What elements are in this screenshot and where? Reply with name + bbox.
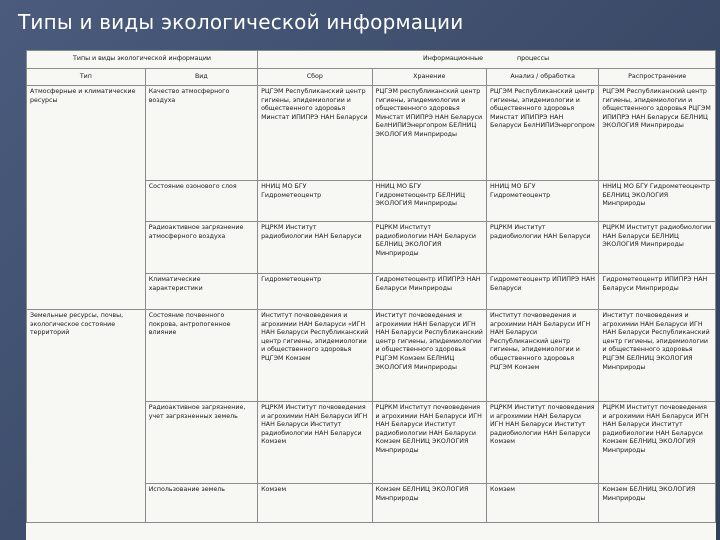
cell-store: Гидрометеоцентр ИПИПРЭ НАН Беларуси Минприроды (372, 274, 486, 310)
table-row (27, 86, 716, 181)
cell-spread: Комзем БЕЛНИЦ ЭКОЛОГИЯ Минприроды (599, 484, 716, 523)
cell-kind: Радиоактивное загрязнение, учет загрязненных земель (145, 402, 257, 484)
cell-type (27, 484, 146, 523)
cell-collect: РЦРКМ Институт почвоведения и агрохимии НАН Беларуси ИГН НАН Беларуси Институт радиобиологии НАН Беларуси Комзем (258, 402, 372, 484)
cell-store: РЦРКМ Институт радиобиологии НАН Беларуси БЕЛНИЦ ЭКОЛОГИЯ Минприроды (372, 222, 486, 274)
cell-collect: Институт почвоведения и агрохимии НАН Беларуси «ИГН НАН Беларуси Республиканский центр гигиены, эпидемиологии и общественного здоровья РЦГЭМ Комзем (258, 310, 372, 402)
cell-type (27, 402, 146, 484)
cell-collect: РЦРКМ Институт радиобиологии НАН Беларуси (258, 222, 372, 274)
cell-spread: ННИЦ МО БГУ Гидрометеоцентр БЕЛНИЦ ЭКОЛОГИЯ Минприроды (599, 181, 716, 222)
cell-collect: Гидрометеоцентр (258, 274, 372, 310)
cell-kind: Состояние почвенного покрова, антропогенное влияние (145, 310, 257, 402)
cell-spread: РЦРКМ Институт почвоведения и агрохимии НАН Беларуси ИГН НАН Беларуси Институт радиобиологии НАН Беларуси Комзем БЕЛНИЦ ЭКОЛОГИЯ Минприроды (599, 402, 716, 484)
cell-spread: Институт почвоведения и агрохимии НАН Беларуси ИГН НАН Беларуси Республиканский центр гигиены, эпидемиологии и общественного здоровья РЦГЭМ БЕЛНИЦ ЭКОЛОГИЯ Минприроды (599, 310, 716, 402)
info-table (26, 50, 716, 540)
cell-spread: РЦГЭМ Республиканский центр гигиены, эпидемиологии и общественного здоровья РЦГЭМ ИПИПРЭ НАН Беларуси БЕЛНИЦ ЭКОЛОГИЯ Минприроды (599, 86, 716, 181)
table-row (27, 484, 716, 523)
cell-store: Институт почвоведения и агрохимии НАН Беларуси ИГН НАН Беларуси Республиканский центр гигиены, эпидемиологии и общественного здоровья РЦГЭМ Комзем БЕЛНИЦ ЭКОЛОГИЯ Минприроды (372, 310, 486, 402)
page-title: Типы и виды экологической информации (18, 10, 464, 34)
header-row-top (27, 51, 716, 69)
eco-info-table (26, 50, 716, 523)
cell-kind: Климатические характеристики (145, 274, 257, 310)
cell-type (27, 181, 146, 222)
table-row (27, 310, 716, 402)
table-row (27, 222, 716, 274)
cell-analyze: Комзем (487, 484, 599, 523)
table-row (27, 181, 716, 222)
table-row (27, 402, 716, 484)
cell-kind: Качество атмосферного воздуха (145, 86, 257, 181)
column-header-store: Хранение (372, 69, 486, 86)
cell-spread: РЦРКМ Институт радиобиологии НАН Беларуси БЕЛНИЦ ЭКОЛОГИЯ Минприроды (599, 222, 716, 274)
cell-analyze: ННИЦ МО БГУ Гидрометеоцентр (487, 181, 599, 222)
column-header-collect: Сбор (258, 69, 372, 86)
cell-analyze: РЦРКМ Институт радиобиологии НАН Беларуси (487, 222, 599, 274)
cell-analyze: РЦРКМ Институт почвоведения и агрохимии НАН Беларуси ИГН НАН Беларуси Институт радиобиологии НАН Беларуси Комзем (487, 402, 599, 484)
cell-type (27, 222, 146, 274)
cell-analyze: РЦГЭМ Республиканский центр гигиены, эпидемиологии и общественного здоровья Минстат ИПИПРЭ НАН Беларуси БелНИПИЭнергопром (487, 86, 599, 181)
cell-store: РЦРКМ Институт почвоведения и агрохимии НАН Беларуси ИГН НАН Беларуси Институт радиобиологии НАН Беларуси Комзем БЕЛНИЦ ЭКОЛОГИЯ Минприроды (372, 402, 486, 484)
column-header-analyze: Анализ / обработка (487, 69, 599, 86)
column-header-kind: Вид (145, 69, 257, 86)
cell-analyze: Институт почвоведения и агрохимии НАН Беларуси ИГН НАН Беларуси Республиканский центр гигиены, эпидемиологии и общественного здоровья РЦГЭМ Комзем (487, 310, 599, 402)
cell-analyze: Гидрометеоцентр ИПИПРЭ НАН Беларуси (487, 274, 599, 310)
cell-type: Земельные ресурсы, почвы, экологическое состояние территорий (27, 310, 146, 402)
header-processes-left: Информационные (258, 51, 487, 69)
cell-spread: Гидрометеоцентр ИПИПРЭ НАН Беларуси Минприроды (599, 274, 716, 310)
table-row (27, 274, 716, 310)
cell-collect: ННИЦ МО БГУ Гидрометеоцентр (258, 181, 372, 222)
cell-store: РЦГЭМ республиканский центр гигиены, эпидемиологии и общественного здоровья Минстат ИПИПРЭ НАН Беларуси БелНИПИЭнергопром БЕЛНИЦ ЭКОЛОГИЯ Минприроды (372, 86, 486, 181)
cell-kind: Использование земель (145, 484, 257, 523)
cell-kind: Радиоактивное загрязнение атмосферного воздуха (145, 222, 257, 274)
cell-store: Комзем БЕЛНИЦ ЭКОЛОГИЯ Минприроды (372, 484, 486, 523)
cell-store: ННИЦ МО БГУ Гидрометеоцентр БЕЛНИЦ ЭКОЛОГИЯ Минприроды (372, 181, 486, 222)
cell-collect: Комзем (258, 484, 372, 523)
header-processes-right: процессы (487, 51, 716, 69)
header-row-columns (27, 69, 716, 86)
cell-type: Атмосферные и климатические ресурсы (27, 86, 146, 181)
column-header-type: Тип (27, 69, 146, 86)
header-main: Типы и виды экологической информации (27, 51, 258, 69)
cell-type (27, 274, 146, 310)
cell-kind: Состояние озонового слоя (145, 181, 257, 222)
cell-collect: РЦГЭМ Республиканский центр гигиены, эпидемиологии и общественного здоровья Минстат ИПИПРЭ НАН Беларуси (258, 86, 372, 181)
column-header-spread: Распространение (599, 69, 716, 86)
